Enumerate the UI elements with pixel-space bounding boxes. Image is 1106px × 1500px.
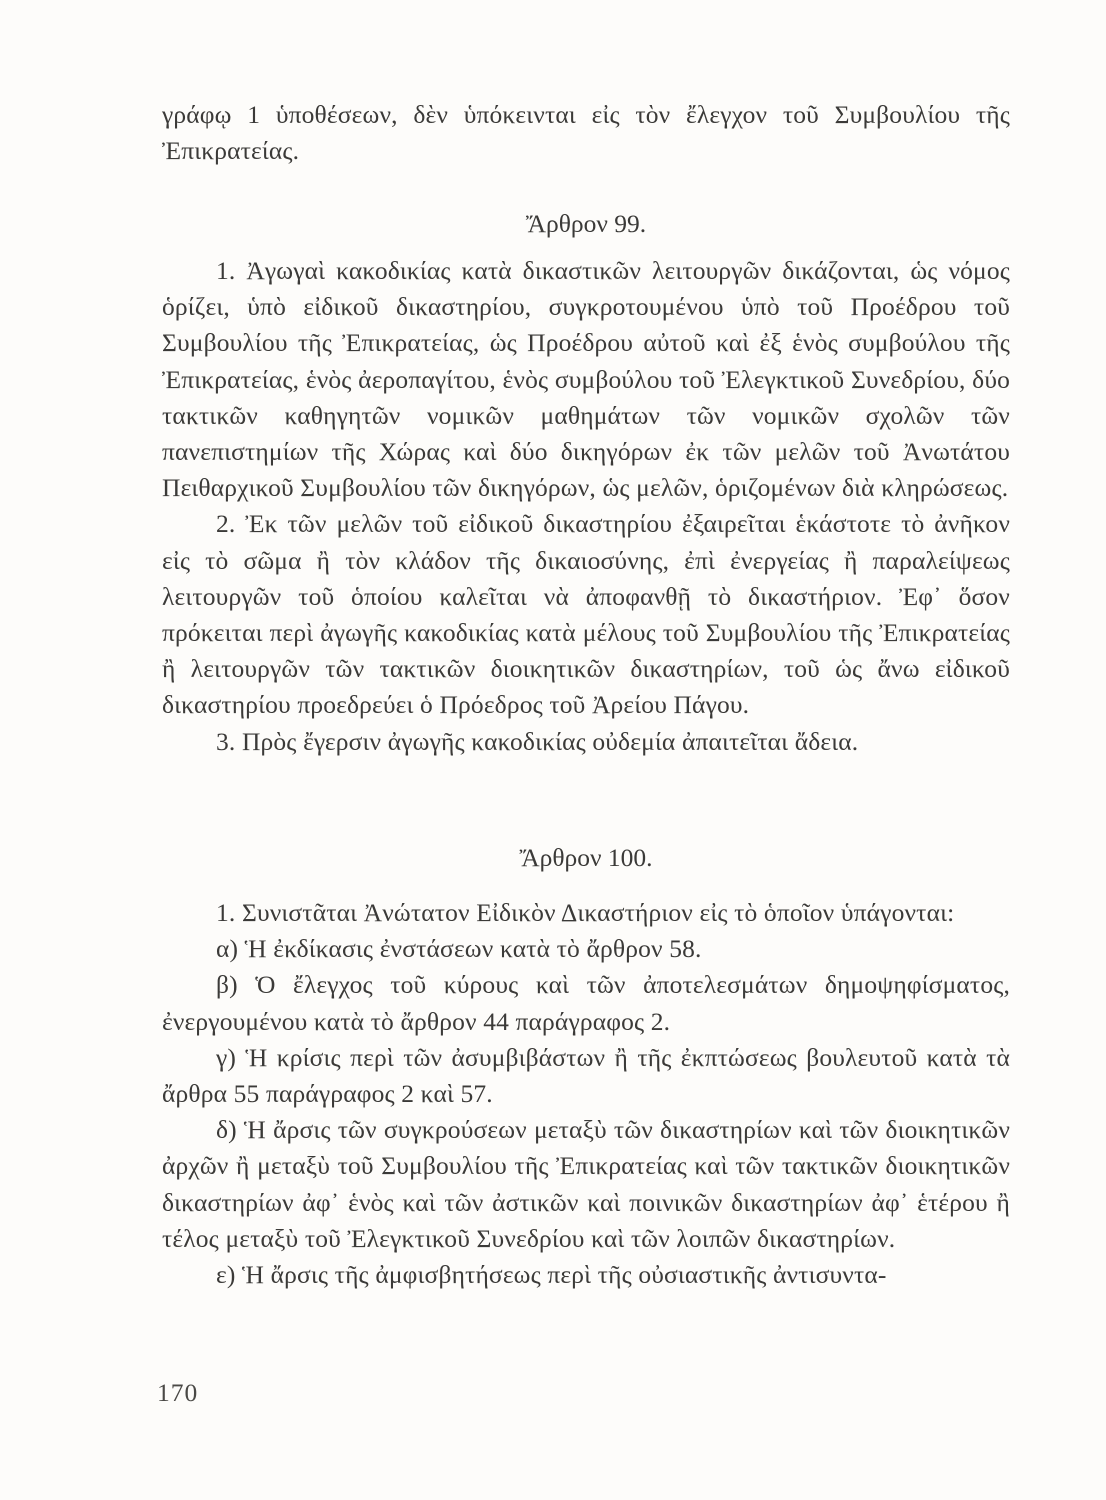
article-100-body — [162, 895, 1010, 1293]
continuation-paragraph — [162, 97, 1010, 169]
article-100-item-a: α) Ἡ ἐκδίκασις ἐνστάσεων κατὰ τὸ ἄρθρον 58. — [216, 934, 702, 964]
article-99-paragraph-1: 1. Ἀγωγαὶ κακοδικίας κατὰ δικαστικῶν λειτουργῶν δικάζονται, ὡς νόμος ὁρίζει, ὑπὸ εἰδικοῦ δικαστηρίου, συγκροτουμένου ὑπὸ τοῦ Προέδρου τοῦ Συμβουλίου τῆς Ἐπικρατείας, ὡς Προέδρου αὐτοῦ καὶ ἐξ ἑνὸς συμβούλου τῆς Ἐπικρατείας, ἑνὸς ἀεροπαγίτου, ἑνὸς συμβούλου τοῦ Ἐλεγκτικοῦ Συνεδρίου, δύο τακτικῶν καθηγητῶν νομικῶν μαθημάτων τῶν νομικῶν σχολῶν τῶν πανεπιστημίων τῆς Χώρας καὶ δύο δικηγόρων ἐκ τῶν μελῶν τοῦ Ἀνωτάτου Πειθαρχικοῦ Συμβουλίου τῶν δικηγόρων, ὡς μελῶν, ὁριζομένων διὰ κληρώσεως. — [162, 256, 1010, 503]
page-number: 170 — [157, 1378, 199, 1407]
article-100-item-g: γ) Ἡ κρίσις περὶ τῶν ἀσυμβιβάστων ἢ τῆς ἐκπτώσεως βουλευτοῦ κατὰ τὰ ἄρθρα 55 παράγραφος 2 καὶ 57. — [162, 1042, 1010, 1109]
article-99-heading: Ἄρθρον 99. — [525, 209, 647, 238]
article-100-heading: Ἄρθρον 100. — [519, 843, 653, 872]
article-99-body — [162, 253, 1010, 760]
continuation-text: γράφῳ 1 ὑποθέσεων, δὲν ὑπόκεινται εἰς τὸν ἔλεγχον τοῦ Συμβουλίου τῆς Ἐπικρατείας. — [162, 100, 1010, 166]
article-100-paragraph-1: 1. Συνιστᾶται Ἀνώτατον Εἰδικὸν Δικαστήριον εἰς τὸ ὁποῖον ὑπάγονται: — [216, 898, 955, 927]
article-99-paragraph-2: 2. Ἐκ τῶν μελῶν τοῦ εἰδικοῦ δικαστηρίου ἐξαιρεῖται ἑκάστοτε τὸ ἀνῆκον εἰς τὸ σῶμα ἢ τὸν κλάδον τῆς δικαιοσύνης, ἐπὶ ἐνεργείας ἢ παραλείψεως λειτουργῶν τοῦ ὁποίου καλεῖται νὰ ἀποφανθῇ τὸ δικαστήριον. Ἐφ᾽ ὅσον πρόκειται περὶ ἀγωγῆς κακοδικίας κατὰ μέλους τοῦ Συμβουλίου τῆς Ἐπικρατείας ἢ λειτουργῶν τῶν τακτικῶν διοικητικῶν δικαστηρίων, τοῦ ὡς ἄνω εἰδικοῦ δικαστηρίου προεδρεύει ὁ Πρόεδρος τοῦ Ἀρείου Πάγου. — [162, 509, 1010, 720]
article-100-item-d: δ) Ἡ ἄρσις τῶν συγκρούσεων μεταξὺ τῶν δικαστηρίων καὶ τῶν διοικητικῶν ἀρχῶν ἢ μεταξὺ τοῦ Συμβουλίου τῆς Ἐπικρατείας καὶ τῶν τακτικῶν διοικητικῶν δικαστηρίων ἀφ᾽ ἑνὸς καὶ τῶν ἀστικῶν καὶ ποινικῶν δικαστηρίων ἀφ᾽ ἑτέρου ἢ τέλος μεταξὺ τοῦ Ἐλεγκτικοῦ Συνεδρίου καὶ τῶν λοιπῶν δικαστηρίων. — [162, 1115, 1010, 1253]
article-99-paragraph-3: 3. Πρὸς ἔγερσιν ἀγωγῆς κακοδικίας οὐδεμία ἀπαιτεῖται ἄδεια. — [216, 726, 859, 756]
article-100-item-e: ε) Ἡ ἄρσις τῆς ἀμφισβητήσεως περὶ τῆς οὐσιαστικῆς ἀντισυντα- — [216, 1260, 887, 1290]
article-100-item-b: β) Ὁ ἔλεγχος τοῦ κύρους καὶ τῶν ἀποτελεσμάτων δημοψηφίσματος, ἐνεργουμένου κατὰ τὸ ἄρθρον 44 παράγραφος 2. — [162, 970, 1010, 1036]
